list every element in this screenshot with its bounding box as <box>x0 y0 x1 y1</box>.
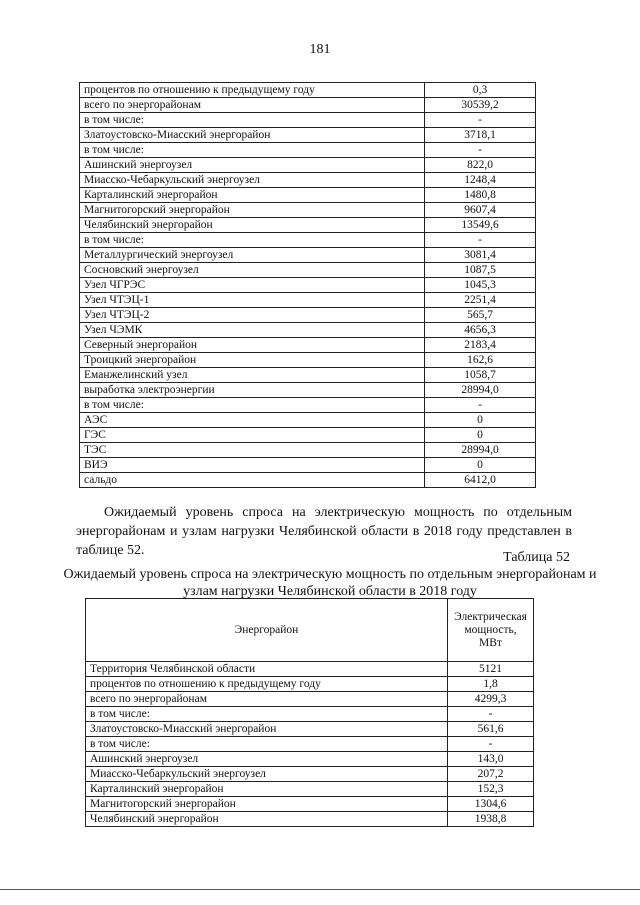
table-row <box>80 428 536 443</box>
row-label: Узел ЧТЭЦ-1 <box>80 293 425 308</box>
bottom-rule <box>0 889 640 890</box>
energy-table-continued <box>79 82 536 488</box>
table-row <box>80 218 536 233</box>
table-row <box>80 98 536 113</box>
table-header-row <box>86 599 534 662</box>
row-value: 1045,3 <box>425 278 536 293</box>
row-label: всего по энергорайонам <box>86 692 448 707</box>
table-row <box>80 203 536 218</box>
row-value: 822,0 <box>425 158 536 173</box>
table-row <box>80 383 536 398</box>
row-label: Магнитогорский энергорайон <box>80 203 425 218</box>
row-label: Челябинский энергорайон <box>86 812 448 827</box>
table-label: Таблица 52 <box>503 550 570 565</box>
row-label: Сосновский энергоузел <box>80 263 425 278</box>
row-label: в том числе: <box>80 398 425 413</box>
row-label: АЭС <box>80 413 425 428</box>
row-value: 0 <box>425 458 536 473</box>
row-value: 2183,4 <box>425 338 536 353</box>
row-value: 6412,0 <box>425 473 536 488</box>
row-value: 1058,7 <box>425 368 536 383</box>
table-row <box>86 692 534 707</box>
table-row <box>80 443 536 458</box>
table-row <box>80 158 536 173</box>
row-label: Златоустовско-Миасский энергорайон <box>86 722 448 737</box>
row-value: 0,3 <box>425 83 536 98</box>
table-row <box>80 143 536 158</box>
row-value: - <box>448 737 534 752</box>
row-label: Миасско-Чебаркульский энергоузел <box>86 767 448 782</box>
row-value: 1248,4 <box>425 173 536 188</box>
row-label: Еманжелинский узел <box>80 368 425 383</box>
row-label: в том числе: <box>80 143 425 158</box>
row-value: 4299,3 <box>448 692 534 707</box>
table-row <box>86 677 534 692</box>
table-row <box>86 752 534 767</box>
table-row <box>80 128 536 143</box>
row-value: 1938,8 <box>448 812 534 827</box>
row-label: Северный энергорайон <box>80 338 425 353</box>
row-value: 5121 <box>448 662 534 677</box>
body-paragraph: Ожидаемый уровень спроса на электрическую мощность по отдельным энергорайонам и узлам нагрузки Челябинской области в 2018 году представлен в таблице 52. <box>76 505 572 558</box>
row-label: ТЭС <box>80 443 425 458</box>
table-row <box>86 767 534 782</box>
row-label: в том числе: <box>80 113 425 128</box>
row-label: ГЭС <box>80 428 425 443</box>
row-value: - <box>448 707 534 722</box>
table-row <box>80 173 536 188</box>
row-label: выработка электроэнергии <box>80 383 425 398</box>
row-value: 565,7 <box>425 308 536 323</box>
table-row <box>86 737 534 752</box>
row-label: Узел ЧГРЭС <box>80 278 425 293</box>
table-row <box>86 707 534 722</box>
row-value: 207,2 <box>448 767 534 782</box>
row-value: 162,6 <box>425 353 536 368</box>
row-label: всего по энергорайонам <box>80 98 425 113</box>
row-label: Узел ЧТЭЦ-2 <box>80 308 425 323</box>
row-value: 2251,4 <box>425 293 536 308</box>
table-row <box>80 248 536 263</box>
row-value: 9607,4 <box>425 203 536 218</box>
row-value: 1304,6 <box>448 797 534 812</box>
table-row <box>80 353 536 368</box>
table-row <box>80 83 536 98</box>
row-label: сальдо <box>80 473 425 488</box>
row-label: процентов по отношению к предыдущему году <box>80 83 425 98</box>
table-52 <box>85 598 534 827</box>
row-value: 0 <box>425 428 536 443</box>
row-label: Карталинский энергорайон <box>86 782 448 797</box>
table-row <box>80 188 536 203</box>
table-title: Ожидаемый уровень спроса на электрическую мощность по отдельным энергорайонам и узлам нагрузки Челябинской области в 2018 году <box>63 567 597 599</box>
row-label: Троицкий энергорайон <box>80 353 425 368</box>
energy-table-continued-body <box>80 83 536 488</box>
table-row <box>80 233 536 248</box>
row-label: Ашинский энергоузел <box>86 752 448 767</box>
table-row <box>86 662 534 677</box>
row-value: - <box>425 113 536 128</box>
row-label: Ашинский энергоузел <box>80 158 425 173</box>
row-label: в том числе: <box>86 707 448 722</box>
row-label: Магнитогорский энергорайон <box>86 797 448 812</box>
table-row <box>80 323 536 338</box>
table-row <box>80 398 536 413</box>
table-row <box>80 308 536 323</box>
row-label: Челябинский энергорайон <box>80 218 425 233</box>
row-label: процентов по отношению к предыдущему году <box>86 677 448 692</box>
row-value: 143,0 <box>448 752 534 767</box>
row-value: 3081,4 <box>425 248 536 263</box>
row-value: 30539,2 <box>425 98 536 113</box>
table-row <box>86 797 534 812</box>
row-value: - <box>425 143 536 158</box>
row-label: в том числе: <box>86 737 448 752</box>
row-label: Карталинский энергорайон <box>80 188 425 203</box>
row-value: 1087,5 <box>425 263 536 278</box>
row-label: Территория Челябинской области <box>86 662 448 677</box>
table-row <box>80 263 536 278</box>
row-value: 1480,8 <box>425 188 536 203</box>
row-label: Миасско-Чебаркульский энергоузел <box>80 173 425 188</box>
row-value: 13549,6 <box>425 218 536 233</box>
row-label: в том числе: <box>80 233 425 248</box>
row-value: 0 <box>425 413 536 428</box>
row-label: Узел ЧЭМК <box>80 323 425 338</box>
row-label: ВИЭ <box>80 458 425 473</box>
row-value: 1,8 <box>448 677 534 692</box>
table-row <box>80 368 536 383</box>
row-label: Металлургический энергоузел <box>80 248 425 263</box>
row-value: 28994,0 <box>425 443 536 458</box>
row-value: 3718,1 <box>425 128 536 143</box>
header-energy-district: Энергорайон <box>86 599 448 662</box>
table-row <box>80 473 536 488</box>
row-value: 561,6 <box>448 722 534 737</box>
row-label: Златоустовско-Миасский энергорайон <box>80 128 425 143</box>
page-number: 181 <box>309 42 331 57</box>
row-value: 4656,3 <box>425 323 536 338</box>
table-row <box>80 278 536 293</box>
table-52-body <box>86 662 534 827</box>
row-value: 152,3 <box>448 782 534 797</box>
header-electric-capacity: Электрическая мощность, МВт <box>448 599 534 662</box>
table-row <box>80 113 536 128</box>
table-row <box>86 812 534 827</box>
table-row <box>80 458 536 473</box>
table-row <box>80 413 536 428</box>
row-value: - <box>425 233 536 248</box>
table-row <box>80 293 536 308</box>
table-row <box>86 722 534 737</box>
table-row <box>86 782 534 797</box>
row-value: 28994,0 <box>425 383 536 398</box>
table-row <box>80 338 536 353</box>
row-value: - <box>425 398 536 413</box>
